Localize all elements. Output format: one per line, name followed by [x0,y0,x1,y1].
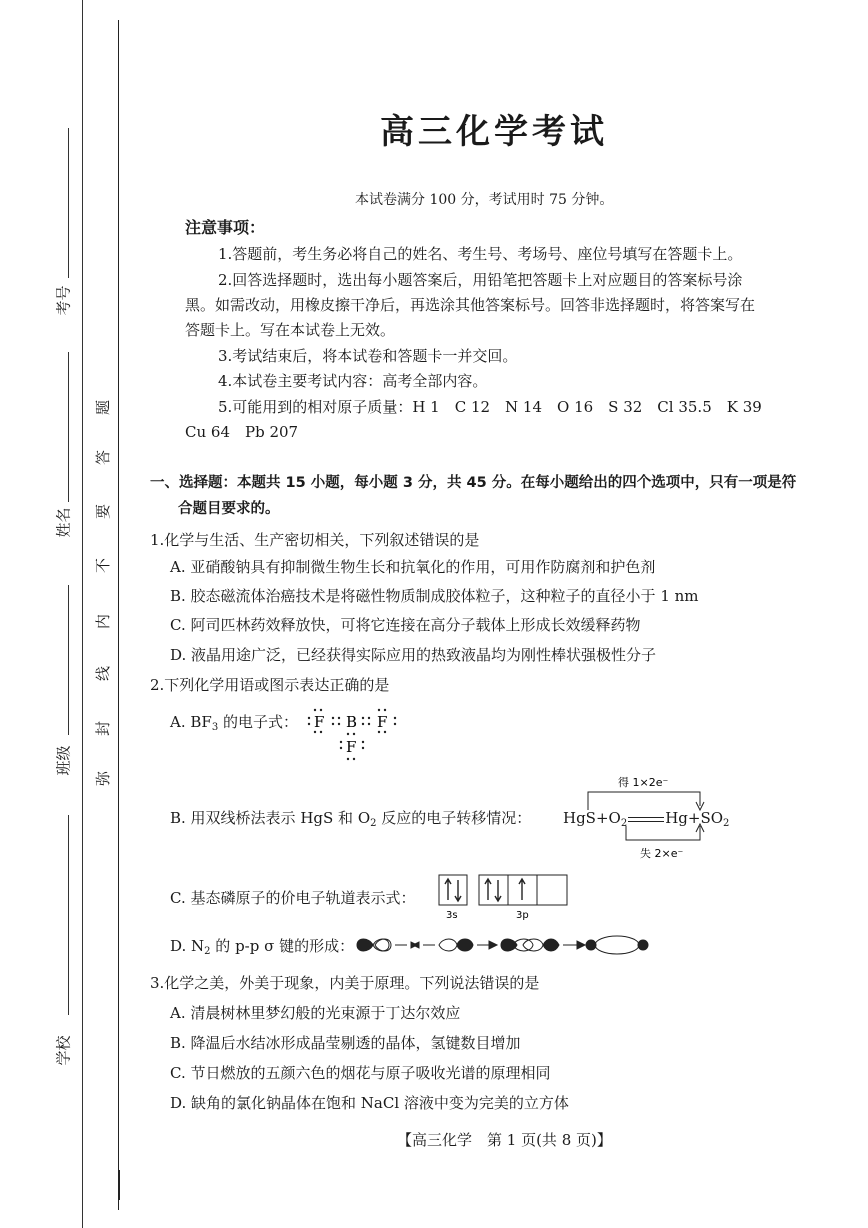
binding-line-left [82,0,83,1228]
notice-line-1: 1.答题前，考生务必将自己的姓名、考生号、考场号、座位号填写在答题卡上。 [218,245,743,263]
product-sub: 2 [723,818,730,829]
bf3-f-right: F [377,713,388,731]
bf3-f-left: F [314,713,325,731]
q2-a-sub: 3 [211,722,219,733]
reactant: HgS+O [563,809,621,827]
school-blank [68,815,69,1015]
q3-stem: 3.化学之美，外美于现象，内美于原理。下列说法错误的是 [150,974,540,992]
name-label: 姓名 [54,507,73,538]
q2-stem: 2.下列化学用语或图示表达正确的是 [150,676,390,694]
seal-char-7: 封 [94,720,113,737]
notice-line-4: 4.本试卷主要考试内容：高考全部内容。 [218,372,488,390]
seal-char-6: 线 [94,665,113,682]
binding-line-right [118,20,119,1210]
seal-char-4: 不 [94,557,113,574]
q2-d-sub: 2 [204,946,211,957]
notice-line-2b: 黑。如需改动，用橡皮擦干净后，再选涂其他答案标号。回答非选择题时，将答案写在 [185,296,756,314]
subtitle: 本试卷满分 100 分，考试用时 75 分钟。 [355,192,614,208]
exam-no-label: 考号 [54,285,73,316]
seal-char-5: 内 [94,613,113,630]
seal-char-8: 弥 [94,770,113,787]
q3-option-a: A. 清晨树林里梦幻般的光束源于丁达尔效应 [170,1004,461,1022]
notice-line-5a: 5.可能用到的相对原子质量：H 1 C 12 N 14 O 16 S 32 Cl 35.5 K 39 [218,398,762,416]
seal-char-2: 答 [94,449,113,466]
notice-line-2c: 答题卡上。写在本试卷上无效。 [185,321,396,339]
orbital-3s-label: 3s [446,910,458,921]
notice-line-3: 3.考试结束后，将本试卷和答题卡一并交回。 [218,347,518,365]
q3-option-d: D. 缺角的氯化钠晶体在饱和 NaCl 溶液中变为完美的立方体 [170,1094,569,1112]
q2-a-pre: A. BF [170,713,212,731]
q3-option-b: B. 降温后水结冰形成晶莹剔透的晶体，氢键数目增加 [170,1034,521,1052]
bf3-f-bottom: F [346,738,357,756]
bf3-b-center: B [346,713,358,731]
q2-option-a [170,712,298,732]
class-blank [68,585,69,735]
section-1-header-cont: 合题目要求的。 [178,501,280,517]
q1-option-a: A. 亚硝酸钠具有抑制微生物生长和抗氧化的作用，可用作防腐剂和护色剂 [170,558,656,576]
bf3-electron-dot-diagram [305,704,415,768]
seal-char-1: 题 [94,399,113,416]
q2-b-pre: B. 用双线桥法表示 HgS 和 O [170,809,371,827]
sigma-bond-diagram [355,934,655,956]
equals-sign [628,817,664,822]
class-label: 班级 [54,745,73,776]
q3-option-c: C. 节日燃放的五颜六色的烟花与原子吸收光谱的原理相同 [170,1064,551,1082]
q2-option-b [170,808,531,828]
q2-d-post: 的 p-p σ 键的形成： [210,937,355,955]
name-blank [68,352,69,502]
reactant-sub: 2 [620,818,628,829]
reaction-equation [563,808,729,828]
binding-line-right-bottom [118,1170,120,1200]
q1-option-b: B. 胶态磁流体治癌技术是将磁性物质制成胶体粒子，这种粒子的直径小于 1 nm [170,587,699,605]
orbital-diagram [438,874,578,922]
exam-title: 高三化学考试 [380,112,608,152]
q1-option-c: C. 阿司匹林药效释放快，可将它连接在高分子载体上形成长效缓释药物 [170,616,641,634]
q2-b-sub: 2 [370,818,377,829]
q2-option-c: C. 基态磷原子的价电子轨道表示式： [170,889,416,907]
seal-char-3: 要 [94,503,113,520]
q1-option-d: D. 液晶用途广泛，已经获得实际应用的热致液晶均为刚性棒状强极性分子 [170,646,657,664]
notice-heading: 注意事项： [185,218,266,237]
section-1-header: 一、选择题：本题共 15 小题，每小题 3 分，共 45 分。在每小题给出的四个选项中，只有一项是符 [150,475,797,491]
page-footer: 【高三化学 第 1 页(共 8 页)】 [397,1131,612,1149]
q1-stem: 1.化学与生活、生产密切相关，下列叙述错误的是 [150,531,480,549]
lose-label: 失 2×e⁻ [640,847,684,860]
gain-label: 得 1×2e⁻ [618,776,669,789]
notice-line-2a: 2.回答选择题时，选出每小题答案后，用铅笔把答题卡上对应题目的答案标号涂 [218,271,743,289]
orbital-3p-label: 3p [516,910,529,921]
q2-d-pre: D. N [170,937,205,955]
school-label: 学校 [54,1035,73,1066]
product: Hg+SO [665,809,724,827]
q2-b-post: 反应的电子转移情况： [376,809,532,827]
notice-line-5b: Cu 64 Pb 207 [185,423,299,441]
q2-option-d [170,936,354,956]
q2-a-post: 的电子式： [218,713,298,731]
